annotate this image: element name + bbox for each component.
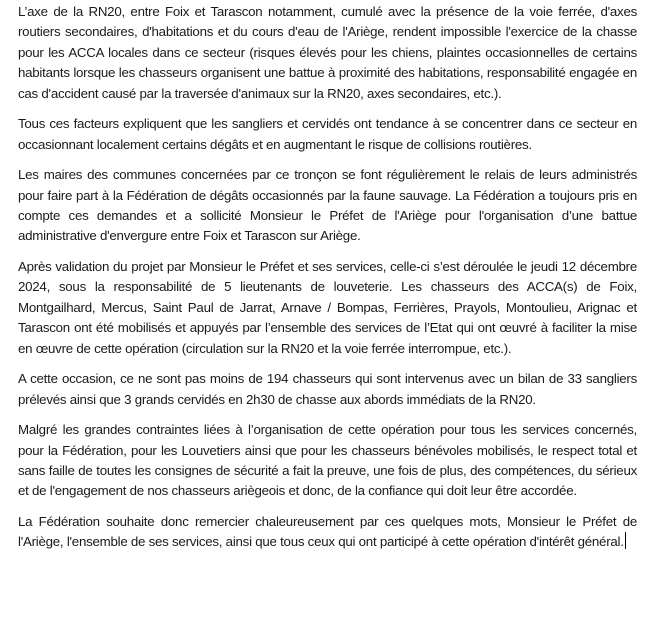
paragraph-constraints: Malgré les grandes contraintes liées à l’organisation de cette opération pour tous les services concernés, pour la Fédération, pour les Louvetiers ainsi que pour les chasseurs bénévoles mobilisés, le respect total et sans faille de toutes les consignes de sécurité a fait la preuve, une fois de plus, des compétences, du sérieux et de l'engagement de nos chasseurs ariègeois et donc, de la confiance qui doit leur être accordée. [18, 422, 637, 499]
paragraph-thanks [18, 512, 637, 553]
paragraph-thanks-text: La Fédération souhaite donc remercier chaleureusement par ces quelques mots, Monsieur le Préfet de l'Ariège, l'ensemble de ses services, ainsi que tous ceux qui ont participé à cette opération d'intérêt général. [18, 514, 637, 550]
paragraph-mayors: Les maires des communes concernées par ce tronçon se font régulièrement le relais de leurs administrés pour faire part à la Fédération de dégâts occasionnés par la faune sauvage. La Fédération a toujours pris en compte ces demandes et a sollicité Monsieur le Préfet de l'Ariège pour l'organisation d’une battue administrative d'envergure entre Foix et Tarascon sur Ariège. [18, 167, 637, 244]
paragraph-rn20-context: L’axe de la RN20, entre Foix et Tarascon notamment, cumulé avec la présence de la voie ferrée, d'axes routiers secondaires, d'habitations et du cours d'eau de l'Ariège, rendent impossible l'exercice de la chasse pour les ACCA locales dans ce secteur (risques élevés pour les chiens, plaintes occasionnelles de certains habitants lorsque les chasseurs organisent une battue à proximité des habitations, responsabilité engagée en cas d'accident causé par la traversée d'animaux sur la RN20, axes secondaires, etc.). [18, 4, 637, 101]
paragraph-validation: Après validation du projet par Monsieur le Préfet et ses services, celle-ci s’est déroulée le jeudi 12 décembre 2024, sous la responsabilité de 5 lieutenants de louveterie. Les chasseurs des ACCA(s) de Foix, Montgailhard, Mercus, Saint Paul de Jarrat, Arnave / Bompas, Ferrières, Prayols, Montoulieu, Arignac et Tarascon ont été mobilisés et appuyés par l’ensemble des services de l’Etat qui ont œuvré à faciliter la mise en œuvre de cette opération (circulation sur la RN20 et la voie ferrée interrompue, etc.). [18, 259, 637, 356]
paragraph-results: A cette occasion, ce ne sont pas moins de 194 chasseurs qui sont intervenus avec un bilan de 33 sangliers prélevés ainsi que 3 grands cervidés en 2h30 de chasse aux abords immédiats de la RN20. [18, 371, 637, 407]
document-body[interactable] [18, 2, 637, 563]
text-cursor [625, 532, 626, 549]
paragraph-factors: Tous ces facteurs expliquent que les sangliers et cervidés ont tendance à se concentrer dans ce secteur en occasionnant localement certains dégâts et en augmentant le risque de collisions routières. [18, 116, 637, 152]
